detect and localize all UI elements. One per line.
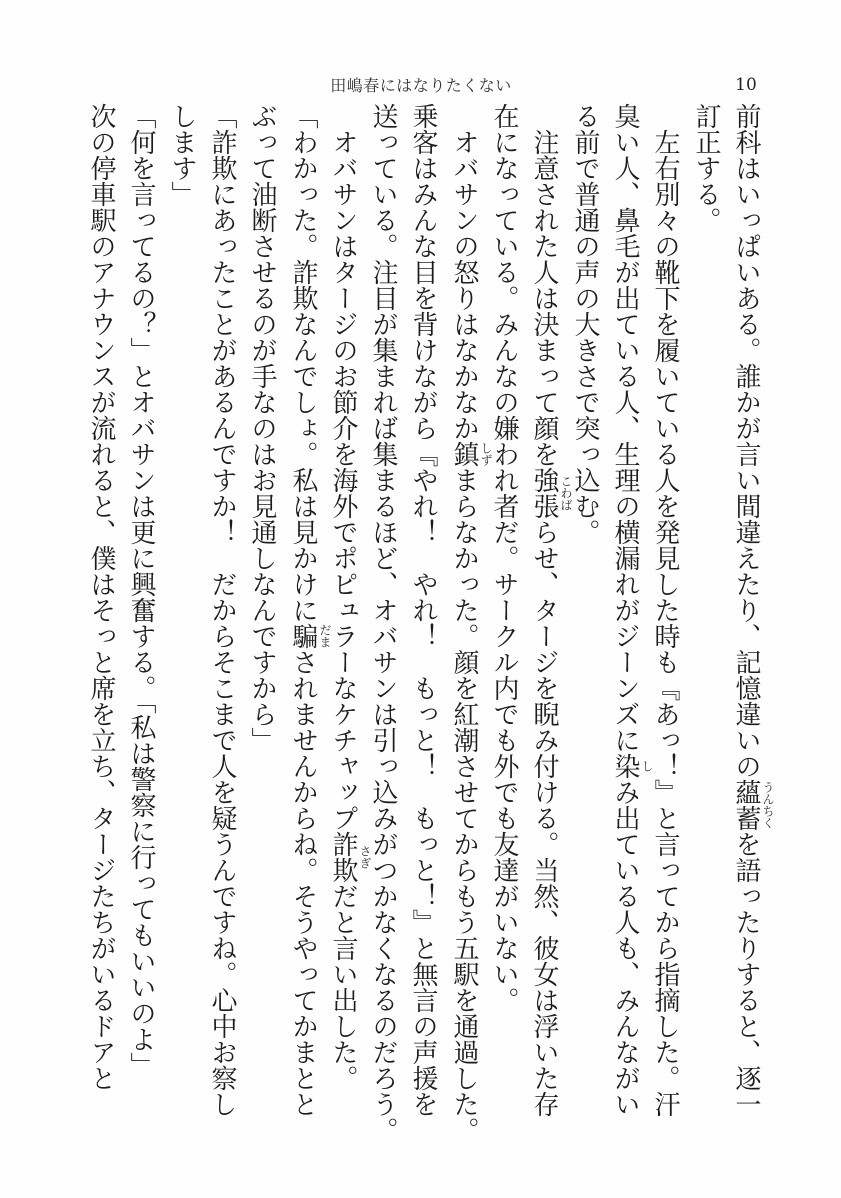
ruby-base [449,441,493,467]
text-segment: 次の停車駅のアナウンスが流れると、僕はそっと席を立ち、タージたちがいるドアと [86,103,116,1091]
ruby-reading: さぎ [358,845,372,869]
text-segment: 「何を言ってるの？」とオバサンは更に興奮する。「私は警察に行ってもいいのよ」 [126,103,156,1078]
text-line [449,103,493,1143]
ruby-reading: うんちく [761,781,775,829]
text-line [328,103,372,1117]
ruby-reading: し [640,760,654,772]
text-segment: オバサンはタージのお節介を海外でポピュラーなケチャップ [328,103,358,831]
text-line [209,103,235,1117]
ruby-base [328,831,372,883]
page-number: 10 [735,75,757,95]
ruby-base [610,753,654,779]
text-line [88,103,114,1117]
text-line [128,103,154,1117]
text-segment: 在になっている。みんなの嫌われ者だ。サークル内でも外でも友達がいない。 [489,103,519,1013]
text-segment: 臭い人、鼻毛が出ている人、生理の横漏れがジーンズに [610,103,640,753]
text-segment: します」 [167,103,197,207]
text-line [529,103,573,1117]
text-segment: 「詐欺にあったことがあるんですか！ だからそこまで人を疑うんですね。心中お察し [207,103,237,1117]
ruby-base [288,623,332,649]
ruby-base-text: 鎮 [449,441,479,467]
text-segment: 送っている。注目が集まれば集まるほど、オバサンは引っ込みがつかなくなるのだろう。 [368,103,398,1143]
text-segment: み出ている人も、みんながい [610,779,640,1117]
text-segment: 左右別々の靴下を履いている人を発見した時も『あっ！』と言ってから指摘した。汗 [650,103,680,1117]
text-segment: 前科はいっぱいある。誰かが言い間違えたり、記憶違いの [731,103,761,779]
text-line [652,103,678,1117]
text-line [693,103,719,1117]
text-segment: を語ったりすると、逐一 [731,831,761,1117]
text-line [572,103,598,1117]
ruby-base-text: 染 [610,753,640,779]
ruby-reading: だま [318,624,332,648]
ruby-base-text: 詐欺 [328,831,358,883]
text-segment: 乗客はみんな目を背けながら『やれ！ やれ！ もっと！ もっと！』と無言の声援を [408,103,438,1117]
ruby-reading: こわば [559,475,573,511]
ruby-base [731,779,775,831]
ruby-reading: しず [479,442,493,466]
ruby-base [529,467,573,519]
text-segment: 注意された人は決まって顔を [529,103,559,467]
text-segment: る前で普通の声の大きさで突っ込む。 [570,103,600,545]
text-line [731,103,775,1117]
text-line [410,103,436,1117]
text-segment: まらなかった。顔を紅潮させてからもう五駅を通過した。 [449,467,479,1143]
running-title: 田嶋春にはなりたくない [330,76,512,95]
text-segment: されませんからね。そうやってかまとと [288,649,318,1117]
text-segment: らせ、タージを睨み付ける。当然、彼女は浮いた存 [529,519,559,1117]
text-line [288,103,332,1117]
text-segment: 訂正する。 [691,103,721,233]
text-line [368,103,398,1143]
text-segment: 「わかった。詐欺なんでしょ。私は見かけに [288,103,318,623]
text-line [610,103,654,1117]
ruby-base-text: 騙 [288,623,318,649]
text-line [249,103,275,1117]
ruby-base-text: 強張 [529,467,559,519]
text-segment: ぶって油断させるのが手なのはお見通しなんですから」 [247,103,277,753]
text-segment: だと言い出した。 [328,883,358,1091]
text-segment: オバサンの怒りはなかなか [449,103,479,441]
text-line [169,103,195,1117]
ruby-base-text: 蘊蓄 [731,779,761,831]
text-line [491,103,517,1117]
